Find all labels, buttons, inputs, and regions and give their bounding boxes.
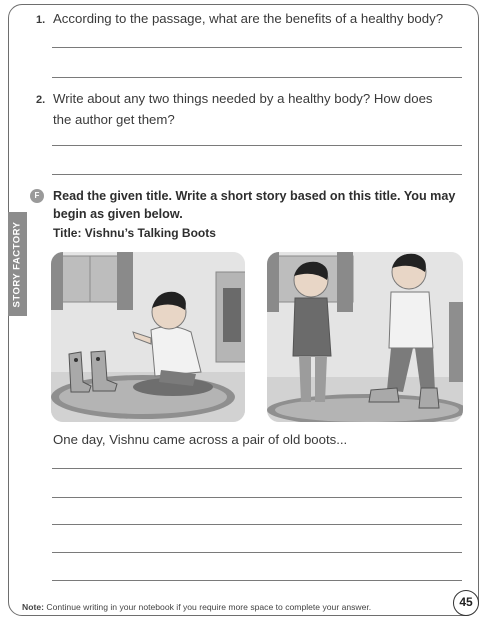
question-text-line-2: the author get them? [53, 112, 175, 127]
answer-line[interactable] [52, 174, 462, 175]
question-2 [36, 89, 466, 129]
answer-line[interactable] [52, 524, 462, 525]
question-number: 2. [36, 94, 46, 106]
boy-sitting-with-boots-image [51, 252, 245, 422]
story-starter: One day, Vishnu came across a pair of old boots... [53, 432, 348, 447]
answer-line[interactable] [52, 47, 462, 48]
answer-line[interactable] [52, 497, 462, 498]
illustration-boy-sitting [51, 252, 245, 422]
illustration-boys-standing [267, 252, 463, 422]
answer-line[interactable] [52, 552, 462, 553]
story-factory-tab [8, 212, 27, 316]
note-label: Note: [22, 602, 44, 612]
answer-line[interactable] [52, 468, 462, 469]
side-tab-label: STORY FACTORY [12, 220, 24, 308]
question-number: 1. [36, 14, 46, 26]
question-text-line-1: Write about any two things needed by a healthy body? How does [53, 91, 433, 106]
page-number: 45 [453, 590, 479, 616]
note-text: Continue writing in your notebook if you require more space to complete your answer. [46, 602, 372, 612]
footer-note [22, 602, 371, 612]
answer-line[interactable] [52, 580, 462, 581]
story-title: Title: Vishnu’s Talking Boots [53, 226, 216, 240]
answer-line[interactable] [52, 145, 462, 146]
boys-standing-with-boots-image [267, 252, 463, 422]
section-instruction: Read the given title. Write a short story based on this title. You may begin as given below. [53, 189, 456, 221]
section-badge: F [30, 189, 44, 203]
question-text: According to the passage, what are the benefits of a healthy body? [53, 11, 444, 26]
answer-line[interactable] [52, 77, 462, 78]
question-1 [36, 9, 443, 30]
